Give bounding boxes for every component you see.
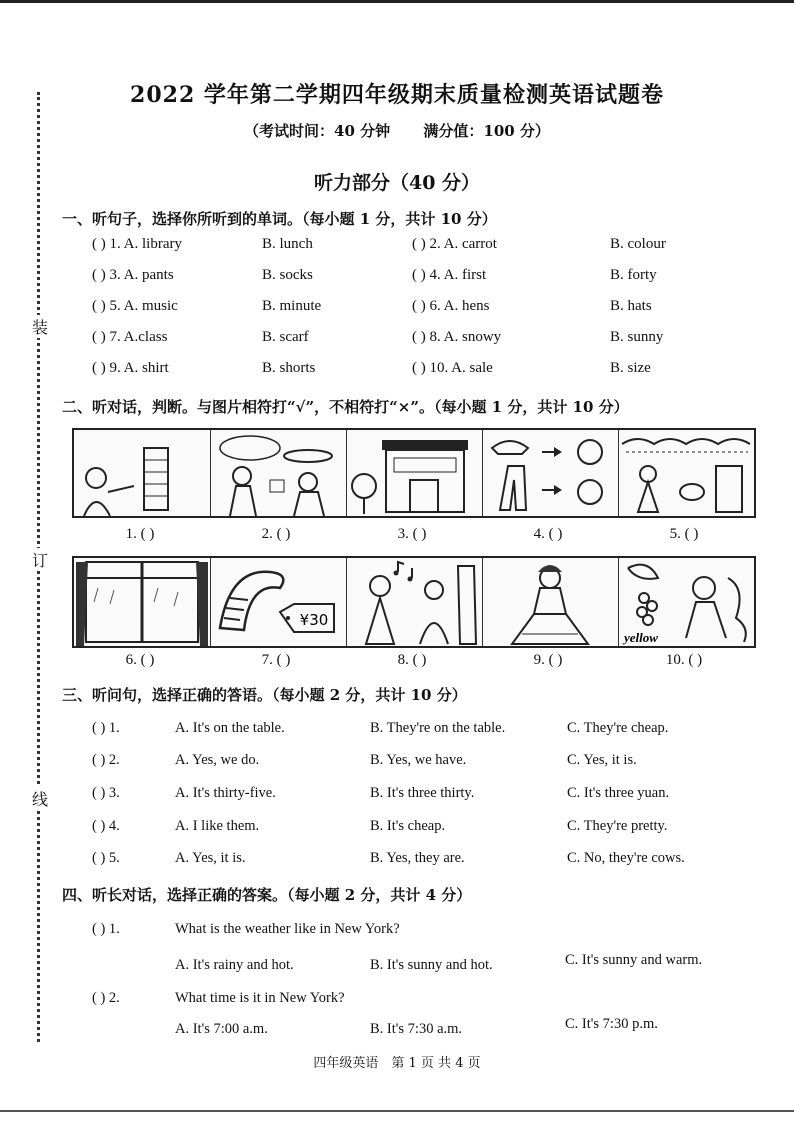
binding-char-ding: 订: [30, 548, 50, 571]
part1-item-option-b: B. colour: [610, 236, 666, 252]
option-c: C. They're cheap.: [567, 720, 669, 736]
question-number[interactable]: ( ) 3.: [92, 785, 120, 801]
question-number[interactable]: ( ) 4.: [92, 818, 120, 834]
picture-4-illustration: [482, 430, 618, 516]
option-c: C. No, they're cows.: [567, 850, 685, 866]
option-b: B. They're on the table.: [370, 720, 506, 736]
answer-blank-label[interactable]: 7. ( ): [261, 652, 291, 668]
picture-4: [482, 430, 619, 516]
part1-item-option-b: B. lunch: [262, 236, 313, 252]
answer-blank-label[interactable]: 1. ( ): [125, 526, 155, 542]
answer-blank-label[interactable]: 6. ( ): [125, 652, 155, 668]
part1-item-option-b: B. hats: [610, 298, 652, 314]
picture-5: [618, 430, 754, 516]
part1-item-option-a[interactable]: ( ) 8. A. snowy: [412, 329, 502, 345]
part4-heading: 四、听长对话，选择正确的答案。（每小题 2 分，共计 4 分）: [62, 886, 472, 904]
option-a: A. It's 7:00 a.m.: [175, 1021, 268, 1037]
option-c: C. It's three yuan.: [567, 785, 670, 801]
picture-3: [346, 430, 483, 516]
picture-10-illustration: [618, 558, 754, 646]
answer-blank-label[interactable]: 9. ( ): [533, 652, 563, 668]
part1-item-option-a[interactable]: ( ) 9. A. shirt: [92, 360, 169, 376]
part1-item-option-a[interactable]: ( ) 5. A. music: [92, 298, 178, 314]
part1-item-option-b: B. shorts: [262, 360, 316, 376]
answer-blank-label[interactable]: 2. ( ): [261, 526, 291, 542]
top-border: [0, 0, 794, 3]
part1-item-option-a[interactable]: ( ) 1. A. library: [92, 236, 182, 252]
part2-heading: 二、听对话，判断。与图片相符打“√”，不相符打“×”。（每小题 1 分，共计 10 分）: [62, 398, 629, 416]
exam-title: 2022 学年第二学期四年级期末质量检测英语试题卷: [130, 82, 664, 108]
binding-char-zhuang: 装: [30, 315, 50, 338]
exam-score: 满分值：100 分）: [423, 122, 550, 140]
option-b: B. It's 7:30 a.m.: [370, 1021, 463, 1037]
picture-strip-1: [72, 428, 756, 518]
picture-2: [210, 430, 347, 516]
picture-1: [74, 430, 211, 516]
picture-6: [74, 558, 211, 646]
option-c: C. It's 7:30 p.m.: [565, 1016, 658, 1032]
answer-blank-label[interactable]: 5. ( ): [669, 526, 699, 542]
option-a: A. Yes, we do.: [175, 752, 260, 768]
question-number[interactable]: ( ) 2.: [92, 752, 120, 768]
part1-item-option-a[interactable]: ( ) 7. A.class: [92, 329, 168, 345]
picture-8: [346, 558, 483, 646]
part1-item-option-b: B. sunny: [610, 329, 664, 345]
picture-10: [618, 558, 754, 646]
part1-item-option-b: B. minute: [262, 298, 322, 314]
option-c: C. Yes, it is.: [567, 752, 637, 768]
picture-9-illustration: [482, 558, 618, 646]
option-b: B. Yes, we have.: [370, 752, 467, 768]
answer-blank-label[interactable]: 8. ( ): [397, 652, 427, 668]
option-b: B. It's cheap.: [370, 818, 446, 834]
part1-item-option-a[interactable]: ( ) 3. A. pants: [92, 267, 174, 283]
part3-heading: 三、听问句，选择正确的答语。（每小题 2 分，共计 10 分）: [62, 686, 467, 704]
picture-5-illustration: [618, 430, 754, 516]
part1-heading: 一、听句子，选择你所听到的单词。（每小题 1 分，共计 10 分）: [62, 210, 497, 228]
option-a: A. I like them.: [175, 818, 260, 834]
picture-2-illustration: [210, 430, 346, 516]
picture-7: [210, 558, 347, 646]
exam-meta: [0, 120, 794, 141]
picture-strip-2: [72, 556, 756, 648]
part1-item-option-b: B. socks: [262, 267, 313, 283]
part1-item-option-a[interactable]: ( ) 2. A. carrot: [412, 236, 497, 252]
option-a: A. It's on the table.: [175, 720, 285, 736]
part1-item-option-b: B. forty: [610, 267, 657, 283]
bottom-border: [0, 1110, 794, 1112]
picture-6-illustration: [74, 558, 210, 646]
picture-8-illustration: [346, 558, 482, 646]
price-tag-text: ¥30: [299, 611, 329, 629]
part1-item-option-a[interactable]: ( ) 6. A. hens: [412, 298, 490, 314]
answer-blank-label[interactable]: 4. ( ): [533, 526, 563, 542]
picture-1-illustration: [74, 430, 210, 516]
part1-item-option-b: B. size: [610, 360, 651, 376]
question-number[interactable]: ( ) 1.: [92, 720, 120, 736]
question-number[interactable]: ( ) 1.: [92, 921, 120, 937]
option-b: B. It's sunny and hot.: [370, 957, 493, 973]
option-c: C. They're pretty.: [567, 818, 668, 834]
binding-char-xian: 线: [30, 787, 50, 810]
question-number[interactable]: ( ) 2.: [92, 990, 120, 1006]
question-number[interactable]: ( ) 5.: [92, 850, 120, 866]
question-text: What time is it in New York?: [175, 990, 345, 1006]
exam-time: （考试时间：40 分钟: [244, 122, 391, 140]
option-c: C. It's sunny and warm.: [565, 952, 703, 968]
listening-section-title: 听力部分（40 分）: [313, 172, 481, 194]
answer-blank-label[interactable]: 3. ( ): [397, 526, 427, 542]
part1-item-option-a[interactable]: ( ) 10. A. sale: [412, 360, 493, 376]
yellow-word-label: yellow: [624, 630, 658, 645]
option-a: A. It's rainy and hot.: [175, 957, 294, 973]
option-a: A. It's thirty-five.: [175, 785, 276, 801]
part1-item-option-b: B. scarf: [262, 329, 309, 345]
picture-9: [482, 558, 619, 646]
page-footer: 四年级英语 第 1 页 共 4 页: [313, 1056, 481, 1071]
option-a: A. Yes, it is.: [175, 850, 246, 866]
part1-item-option-a[interactable]: ( ) 4. A. first: [412, 267, 487, 283]
option-b: B. Yes, they are.: [370, 850, 465, 866]
option-b: B. It's three thirty.: [370, 785, 475, 801]
answer-blank-label[interactable]: 10. ( ): [665, 652, 703, 668]
question-text: What is the weather like in New York?: [175, 921, 400, 937]
picture-3-illustration: [346, 430, 482, 516]
picture-7-illustration: [210, 558, 346, 646]
